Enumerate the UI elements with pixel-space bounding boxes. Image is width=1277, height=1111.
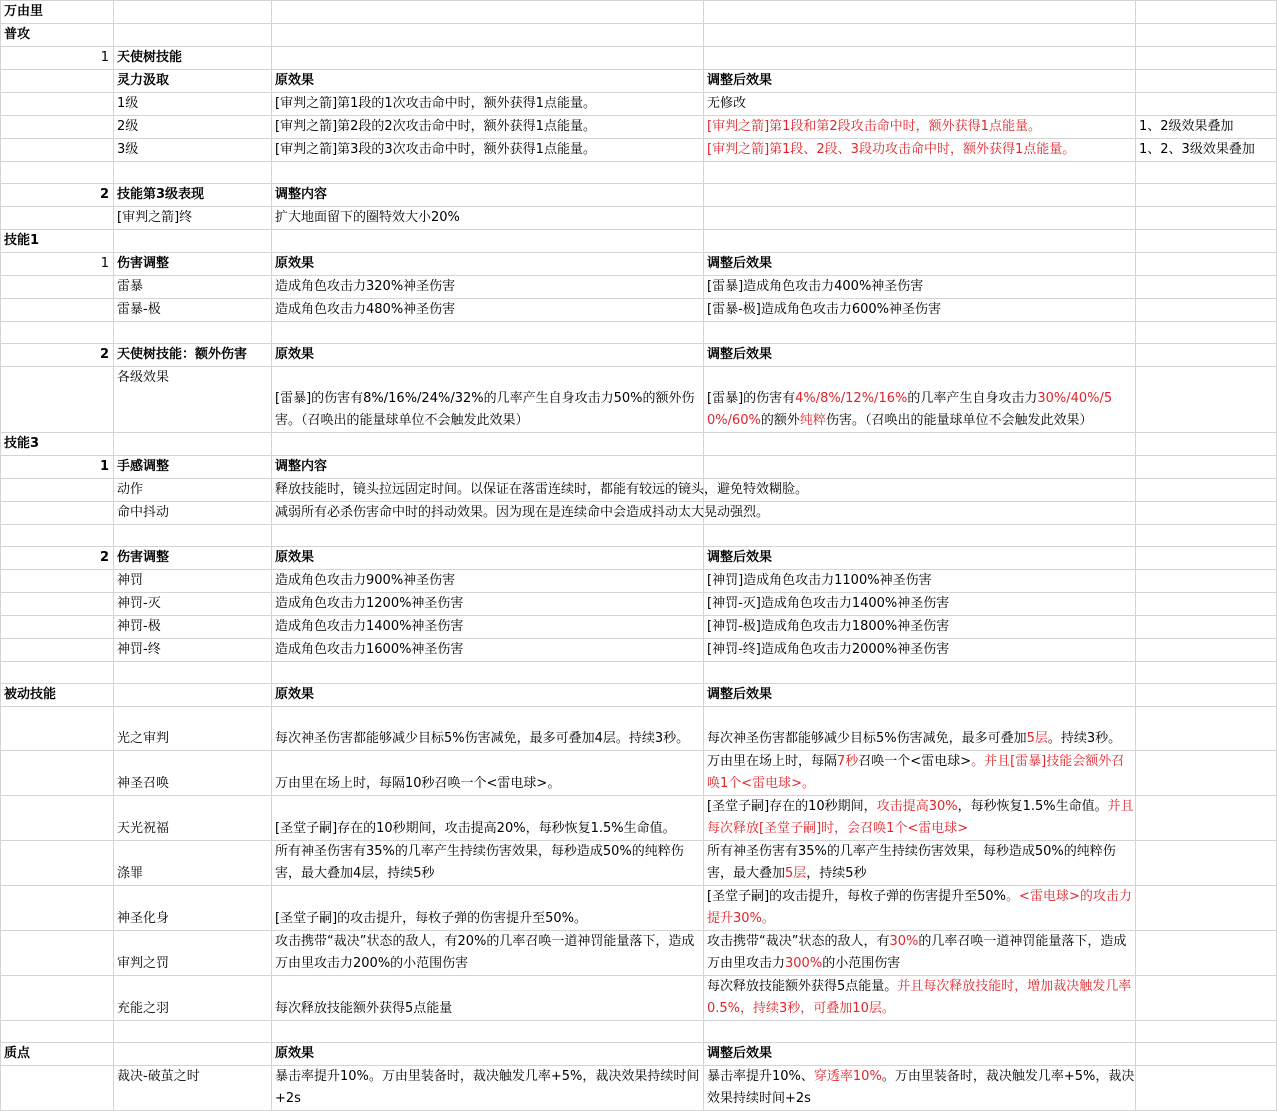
- cell-original[interactable]: [272, 433, 704, 456]
- cell-id[interactable]: 1: [1, 456, 114, 479]
- cell-name[interactable]: 神罚-极: [114, 616, 272, 639]
- table-row: [1, 616, 1277, 639]
- table-row: [1, 93, 1277, 116]
- cell-name[interactable]: 审判之罚: [114, 931, 272, 976]
- cell-id[interactable]: [1, 1021, 114, 1043]
- cell-original[interactable]: 每次释放技能额外获得5点能量: [272, 976, 704, 1021]
- cell-id[interactable]: [1, 616, 114, 639]
- cell-adjusted[interactable]: [704, 841, 1136, 886]
- cell-original[interactable]: [审判之箭]第2段的2次攻击命中时，额外获得1点能量。: [272, 116, 704, 139]
- cell-id[interactable]: [1, 931, 114, 976]
- cell-adjusted[interactable]: 调整后效果: [704, 547, 1136, 570]
- cell-name[interactable]: [114, 525, 272, 547]
- cell-note[interactable]: [1136, 1021, 1277, 1043]
- text-run: 5层: [1026, 731, 1048, 746]
- cell-note[interactable]: [1136, 47, 1277, 70]
- cell-name[interactable]: 神圣召唤: [114, 751, 272, 796]
- table-row: [1, 276, 1277, 299]
- cell-note[interactable]: [1136, 162, 1277, 184]
- text-run: 5层: [785, 866, 807, 881]
- table-row: [1, 796, 1277, 841]
- cell-original[interactable]: [雷暴]的伤害有8%/16%/24%/32%的几率产生自身攻击力50%的额外伤害。（召唤出的能量球单位不会触发此效果）: [272, 367, 704, 433]
- cell-original[interactable]: [272, 525, 704, 547]
- cell-id[interactable]: [1, 276, 114, 299]
- cell-note[interactable]: [1136, 796, 1277, 841]
- cell-adjusted[interactable]: [704, 162, 1136, 184]
- cell-note[interactable]: [1136, 344, 1277, 367]
- cell-name[interactable]: [114, 684, 272, 707]
- cell-original[interactable]: 每次神圣伤害都能够减少目标5%伤害减免，最多可叠加4层。持续3秒。: [272, 707, 704, 751]
- cell-id[interactable]: [1, 116, 114, 139]
- cell-id[interactable]: [1, 886, 114, 931]
- cell-name[interactable]: 充能之羽: [114, 976, 272, 1021]
- cell-original[interactable]: 造成角色攻击力900%神圣伤害: [272, 570, 704, 593]
- cell-adjusted[interactable]: [704, 367, 1136, 433]
- cell-name[interactable]: 涤罪: [114, 841, 272, 886]
- text-run: 攻击携带“裁决”状态的敌人，有: [707, 934, 890, 949]
- text-run: [圣堂子嗣]的攻击提升，每枚子弹的伤害提升至50%: [707, 889, 1007, 904]
- table-row: [1, 1, 1277, 24]
- cell-name[interactable]: 动作: [114, 479, 272, 502]
- cell-name[interactable]: 雷暴: [114, 276, 272, 299]
- table-row: [1, 139, 1277, 162]
- cell-name[interactable]: 裁决-破茧之时: [114, 1066, 272, 1111]
- cell-note[interactable]: [1136, 841, 1277, 886]
- cell-adjusted[interactable]: 调整后效果: [704, 344, 1136, 367]
- table-row: [1, 886, 1277, 931]
- cell-note[interactable]: [1136, 24, 1277, 47]
- cell-original[interactable]: 原效果: [272, 344, 704, 367]
- cell-id[interactable]: 2: [1, 344, 114, 367]
- table-row: [1, 230, 1277, 253]
- cell-adjusted[interactable]: [704, 456, 1136, 479]
- cell-id[interactable]: [1, 525, 114, 547]
- cell-adjusted[interactable]: 无修改: [704, 93, 1136, 116]
- cell-note[interactable]: [1136, 456, 1277, 479]
- cell-original[interactable]: 原效果: [272, 547, 704, 570]
- table-row: [1, 593, 1277, 616]
- cell-note[interactable]: [1136, 1, 1277, 24]
- cell-name[interactable]: [114, 162, 272, 184]
- cell-adjusted[interactable]: [704, 207, 1136, 230]
- cell-note[interactable]: [1136, 479, 1277, 502]
- cell-id[interactable]: [1, 367, 114, 433]
- table-row: [1, 24, 1277, 47]
- table-row: [1, 479, 1277, 502]
- text-run: 并且每次释放技能时，增加裁决触发几率0.5%，持续3秒，可叠加10层。: [707, 979, 1132, 1016]
- cell-id[interactable]: [1, 70, 114, 93]
- cell-original[interactable]: 原效果: [272, 70, 704, 93]
- table-row: [1, 184, 1277, 207]
- cell-original[interactable]: [272, 1021, 704, 1043]
- cell-id[interactable]: [1, 796, 114, 841]
- table-row: [1, 707, 1277, 751]
- cell-note[interactable]: [1136, 751, 1277, 796]
- text-run: 伤害。（召唤出的能量球单位不会触发此效果）: [825, 413, 1093, 428]
- cell-note[interactable]: [1136, 616, 1277, 639]
- cell-adjusted[interactable]: [704, 707, 1136, 751]
- cell-adjusted[interactable]: [704, 886, 1136, 931]
- cell-name[interactable]: 天使树技能：额外伤害: [114, 344, 272, 367]
- table-row: [1, 116, 1277, 139]
- cell-name[interactable]: 1级: [114, 93, 272, 116]
- cell-id[interactable]: 万由里: [1, 1, 114, 24]
- cell-note[interactable]: [1136, 639, 1277, 662]
- cell-adjusted[interactable]: 调整后效果: [704, 1043, 1136, 1066]
- cell-note[interactable]: [1136, 707, 1277, 751]
- cell-note[interactable]: [1136, 547, 1277, 570]
- cell-id[interactable]: [1, 322, 114, 344]
- table-row: [1, 662, 1277, 684]
- cell-name[interactable]: 雷暴-极: [114, 299, 272, 322]
- cell-adjusted[interactable]: [704, 24, 1136, 47]
- cell-original[interactable]: 造成角色攻击力1200%神圣伤害: [272, 593, 704, 616]
- cell-name[interactable]: 伤害调整: [114, 253, 272, 276]
- cell-name[interactable]: 天光祝福: [114, 796, 272, 841]
- text-run: 30%: [889, 934, 919, 949]
- cell-adjusted[interactable]: [雷暴]造成角色攻击力400%神圣伤害: [704, 276, 1136, 299]
- cell-original[interactable]: [272, 47, 704, 70]
- cell-id[interactable]: [1, 662, 114, 684]
- cell-original[interactable]: 攻击携带“裁决”状态的敌人，有20%的几率召唤一道神罚能量落下，造成万由里攻击力200%的小范围伤害: [272, 931, 704, 976]
- text-run: 30%/40%/50%/60%: [707, 391, 1113, 428]
- cell-original[interactable]: 释放技能时，镜头拉远固定时间。以保证在落雷连续时，都能有较远的镜头，避免特效糊脸。: [272, 479, 704, 502]
- cell-note[interactable]: [1136, 70, 1277, 93]
- text-run: 纯粹: [799, 413, 826, 428]
- cell-original[interactable]: 造成角色攻击力320%神圣伤害: [272, 276, 704, 299]
- cell-name[interactable]: [114, 1, 272, 24]
- text-run: 。万由里装备时，裁决触发几率+5%，裁决效果持续时间+2s: [707, 1069, 1135, 1106]
- cell-note[interactable]: [1136, 525, 1277, 547]
- cell-id[interactable]: 技能1: [1, 230, 114, 253]
- cell-original[interactable]: 造成角色攻击力1600%神圣伤害: [272, 639, 704, 662]
- cell-note[interactable]: [1136, 662, 1277, 684]
- cell-original[interactable]: 所有神圣伤害有35%的几率产生持续伤害效果，每秒造成50%的纯粹伤害，最大叠加4层，持续5秒: [272, 841, 704, 886]
- cell-original[interactable]: 造成角色攻击力1400%神圣伤害: [272, 616, 704, 639]
- cell-note[interactable]: [1136, 684, 1277, 707]
- text-run: 。<雷电球>的攻击力提升30%。: [707, 889, 1132, 926]
- cell-original[interactable]: [272, 162, 704, 184]
- cell-original[interactable]: [272, 24, 704, 47]
- cell-name[interactable]: 3级: [114, 139, 272, 162]
- cell-note[interactable]: [1136, 299, 1277, 322]
- cell-id[interactable]: 2: [1, 547, 114, 570]
- text-run: ，每秒恢复1.5%生命值。: [957, 799, 1108, 814]
- table-row: [1, 162, 1277, 184]
- cell-adjusted[interactable]: 调整后效果: [704, 70, 1136, 93]
- cell-name[interactable]: [审判之箭]终: [114, 207, 272, 230]
- table-row: [1, 639, 1277, 662]
- cell-name[interactable]: 光之审判: [114, 707, 272, 751]
- cell-note[interactable]: 1、2、3级效果叠加: [1136, 139, 1277, 162]
- cell-name[interactable]: [114, 230, 272, 253]
- text-run: 暴击率提升10%、: [707, 1069, 814, 1084]
- cell-note[interactable]: [1136, 593, 1277, 616]
- cell-name[interactable]: 手感调整: [114, 456, 272, 479]
- cell-note[interactable]: [1136, 367, 1277, 433]
- cell-name[interactable]: 天使树技能: [114, 47, 272, 70]
- cell-id[interactable]: [1, 162, 114, 184]
- cell-id[interactable]: [1, 593, 114, 616]
- text-run: 。持续3秒。: [1047, 731, 1122, 746]
- cell-note[interactable]: [1136, 502, 1277, 525]
- text-run: 并且每次释放[圣堂子嗣]时，会召唤1个<雷电球>: [707, 799, 1134, 836]
- text-run: ，持续5秒: [806, 866, 867, 881]
- cell-id[interactable]: [1, 93, 114, 116]
- cell-id[interactable]: [1, 299, 114, 322]
- text-run: 的额外: [760, 413, 800, 428]
- cell-adjusted[interactable]: [704, 931, 1136, 976]
- text-run: 穿透率10%: [813, 1069, 882, 1084]
- table-row: [1, 570, 1277, 593]
- cell-name[interactable]: 神圣化身: [114, 886, 272, 931]
- cell-id[interactable]: [1, 639, 114, 662]
- text-run: 召唤一个<雷电球>: [858, 754, 972, 769]
- cell-id[interactable]: [1, 751, 114, 796]
- table-row: [1, 547, 1277, 570]
- cell-adjusted[interactable]: [704, 751, 1136, 796]
- cell-id[interactable]: 2: [1, 184, 114, 207]
- cell-name[interactable]: 各级效果: [114, 367, 272, 433]
- table-row: [1, 433, 1277, 456]
- table-row: [1, 502, 1277, 525]
- cell-note[interactable]: [1136, 322, 1277, 344]
- cell-name[interactable]: 神罚: [114, 570, 272, 593]
- cell-original[interactable]: [272, 230, 704, 253]
- table-row: [1, 976, 1277, 1021]
- cell-id[interactable]: [1, 841, 114, 886]
- text-run: 的几率产生自身攻击力: [907, 391, 1038, 406]
- cell-adjusted[interactable]: [704, 662, 1136, 684]
- cell-id[interactable]: 质点: [1, 1043, 114, 1066]
- cell-note[interactable]: [1136, 184, 1277, 207]
- table-row: [1, 751, 1277, 796]
- cell-adjusted[interactable]: [704, 976, 1136, 1021]
- text-run: 的几率召唤一道神罚能量落下，造成万由里攻击力: [707, 934, 1127, 971]
- text-run: 万由里在场上时，每隔: [707, 754, 838, 769]
- cell-note[interactable]: [1136, 570, 1277, 593]
- cell-id[interactable]: [1, 707, 114, 751]
- cell-id[interactable]: [1, 502, 114, 525]
- text-run: 每次神圣伤害都能够减少目标5%伤害减免，最多可叠加: [707, 731, 1027, 746]
- cell-name[interactable]: 命中抖动: [114, 502, 272, 525]
- cell-adjusted[interactable]: [神罚]造成角色攻击力1100%神圣伤害: [704, 570, 1136, 593]
- cell-original[interactable]: 万由里在场上时，每隔10秒召唤一个<雷电球>。: [272, 751, 704, 796]
- table-row: [1, 841, 1277, 886]
- cell-adjusted[interactable]: [审判之箭]第1段和第2段攻击命中时，额外获得1点能量。: [704, 116, 1136, 139]
- cell-original[interactable]: 原效果: [272, 1043, 704, 1066]
- cell-name[interactable]: 神罚-灭: [114, 593, 272, 616]
- text-run: [雷暴]的伤害有: [707, 391, 796, 406]
- cell-original[interactable]: [272, 662, 704, 684]
- cell-name[interactable]: 伤害调整: [114, 547, 272, 570]
- cell-adjusted[interactable]: 调整后效果: [704, 253, 1136, 276]
- cell-note[interactable]: 1、2级效果叠加: [1136, 116, 1277, 139]
- cell-adjusted[interactable]: [704, 525, 1136, 547]
- cell-note[interactable]: [1136, 253, 1277, 276]
- table-row: [1, 684, 1277, 707]
- cell-id[interactable]: [1, 976, 114, 1021]
- cell-name[interactable]: [114, 1021, 272, 1043]
- cell-adjusted[interactable]: [审判之箭]第1段、2段、3段功攻击命中时，额外获得1点能量。: [704, 139, 1136, 162]
- text-run: 每次释放技能额外获得5点能量。: [707, 979, 898, 994]
- cell-note[interactable]: [1136, 207, 1277, 230]
- cell-adjusted[interactable]: [704, 184, 1136, 207]
- cell-id[interactable]: [1, 570, 114, 593]
- text-run: 攻击提高30%: [876, 799, 958, 814]
- table-row: [1, 1066, 1277, 1111]
- cell-id[interactable]: 1: [1, 253, 114, 276]
- cell-original[interactable]: 调整内容: [272, 456, 704, 479]
- cell-name[interactable]: 神罚-终: [114, 639, 272, 662]
- table-row: [1, 70, 1277, 93]
- cell-name[interactable]: 灵力汲取: [114, 70, 272, 93]
- table-row: [1, 931, 1277, 976]
- cell-name[interactable]: 2级: [114, 116, 272, 139]
- cell-id[interactable]: 普攻: [1, 24, 114, 47]
- cell-original[interactable]: [审判之箭]第3段的3次攻击命中时，额外获得1点能量。: [272, 139, 704, 162]
- cell-id[interactable]: [1, 207, 114, 230]
- table-row: [1, 253, 1277, 276]
- cell-original[interactable]: 减弱所有必杀伤害命中时的抖动效果。因为现在是连续命中会造成抖动太大晃动强烈。: [272, 502, 704, 525]
- table-row: [1, 367, 1277, 433]
- cell-adjusted[interactable]: [神罚-极]造成角色攻击力1800%神圣伤害: [704, 616, 1136, 639]
- table-row: [1, 207, 1277, 230]
- text-run: 7秒: [837, 754, 859, 769]
- text-run: 4%/8%/12%/16%: [795, 391, 908, 406]
- cell-adjusted[interactable]: [704, 1021, 1136, 1043]
- cell-original[interactable]: [圣堂子嗣]的攻击提升，每枚子弹的伤害提升至50%。: [272, 886, 704, 931]
- cell-note[interactable]: [1136, 1043, 1277, 1066]
- cell-name[interactable]: [114, 24, 272, 47]
- cell-id[interactable]: [1, 1066, 114, 1111]
- cell-name[interactable]: [114, 1043, 272, 1066]
- cell-id[interactable]: [1, 479, 114, 502]
- cell-original[interactable]: [272, 1, 704, 24]
- cell-adjusted[interactable]: [704, 1, 1136, 24]
- cell-adjusted[interactable]: [704, 1066, 1136, 1111]
- table-row: [1, 47, 1277, 70]
- cell-original[interactable]: 原效果: [272, 684, 704, 707]
- cell-original[interactable]: 调整内容: [272, 184, 704, 207]
- text-run: 的小范围伤害: [822, 956, 901, 971]
- cell-note[interactable]: [1136, 931, 1277, 976]
- cell-name[interactable]: [114, 662, 272, 684]
- cell-note[interactable]: [1136, 433, 1277, 456]
- cell-name[interactable]: 技能第3级表现: [114, 184, 272, 207]
- cell-id[interactable]: 被动技能: [1, 684, 114, 707]
- cell-adjusted[interactable]: [神罚-终]造成角色攻击力2000%神圣伤害: [704, 639, 1136, 662]
- table-row: [1, 456, 1277, 479]
- cell-original[interactable]: [审判之箭]第1段的1次攻击命中时，额外获得1点能量。: [272, 93, 704, 116]
- cell-adjusted[interactable]: [704, 322, 1136, 344]
- cell-adjusted[interactable]: [704, 433, 1136, 456]
- cell-adjusted[interactable]: [704, 230, 1136, 253]
- cell-original[interactable]: [272, 322, 704, 344]
- cell-original[interactable]: 造成角色攻击力480%神圣伤害: [272, 299, 704, 322]
- cell-note[interactable]: [1136, 886, 1277, 931]
- cell-note[interactable]: [1136, 276, 1277, 299]
- table-row: [1, 344, 1277, 367]
- cell-original[interactable]: [圣堂子嗣]存在的10秒期间，攻击提高20%，每秒恢复1.5%生命值。: [272, 796, 704, 841]
- cell-adjusted[interactable]: [704, 47, 1136, 70]
- cell-name[interactable]: [114, 433, 272, 456]
- cell-adjusted[interactable]: 调整后效果: [704, 684, 1136, 707]
- cell-id[interactable]: 技能3: [1, 433, 114, 456]
- cell-original[interactable]: 暴击率提升10%。万由里装备时，裁决触发几率+5%，裁决效果持续时间+2s: [272, 1066, 704, 1111]
- cell-original[interactable]: 扩大地面留下的圈特效大小20%: [272, 207, 704, 230]
- cell-adjusted[interactable]: [704, 796, 1136, 841]
- text-run: 。并且[雷暴]技能会额外召唤1个<雷电球>。: [707, 754, 1125, 791]
- cell-note[interactable]: [1136, 1066, 1277, 1111]
- cell-original[interactable]: 原效果: [272, 253, 704, 276]
- cell-note[interactable]: [1136, 976, 1277, 1021]
- text-run: 300%: [785, 956, 823, 971]
- cell-adjusted[interactable]: [雷暴-极]造成角色攻击力600%神圣伤害: [704, 299, 1136, 322]
- cell-note[interactable]: [1136, 93, 1277, 116]
- text-run: [圣堂子嗣]存在的10秒期间，: [707, 799, 877, 814]
- table-row: [1, 1043, 1277, 1066]
- cell-name[interactable]: [114, 322, 272, 344]
- table-row: [1, 525, 1277, 547]
- cell-adjusted[interactable]: [神罚-灭]造成角色攻击力1400%神圣伤害: [704, 593, 1136, 616]
- cell-note[interactable]: [1136, 230, 1277, 253]
- table-row: [1, 299, 1277, 322]
- table-row: [1, 322, 1277, 344]
- text-run: 所有神圣伤害有35%的几率产生持续伤害效果，每秒造成50%的纯粹伤害，最大叠加: [707, 844, 1116, 881]
- table-row: [1, 1021, 1277, 1043]
- cell-id[interactable]: 1: [1, 47, 114, 70]
- cell-id[interactable]: [1, 139, 114, 162]
